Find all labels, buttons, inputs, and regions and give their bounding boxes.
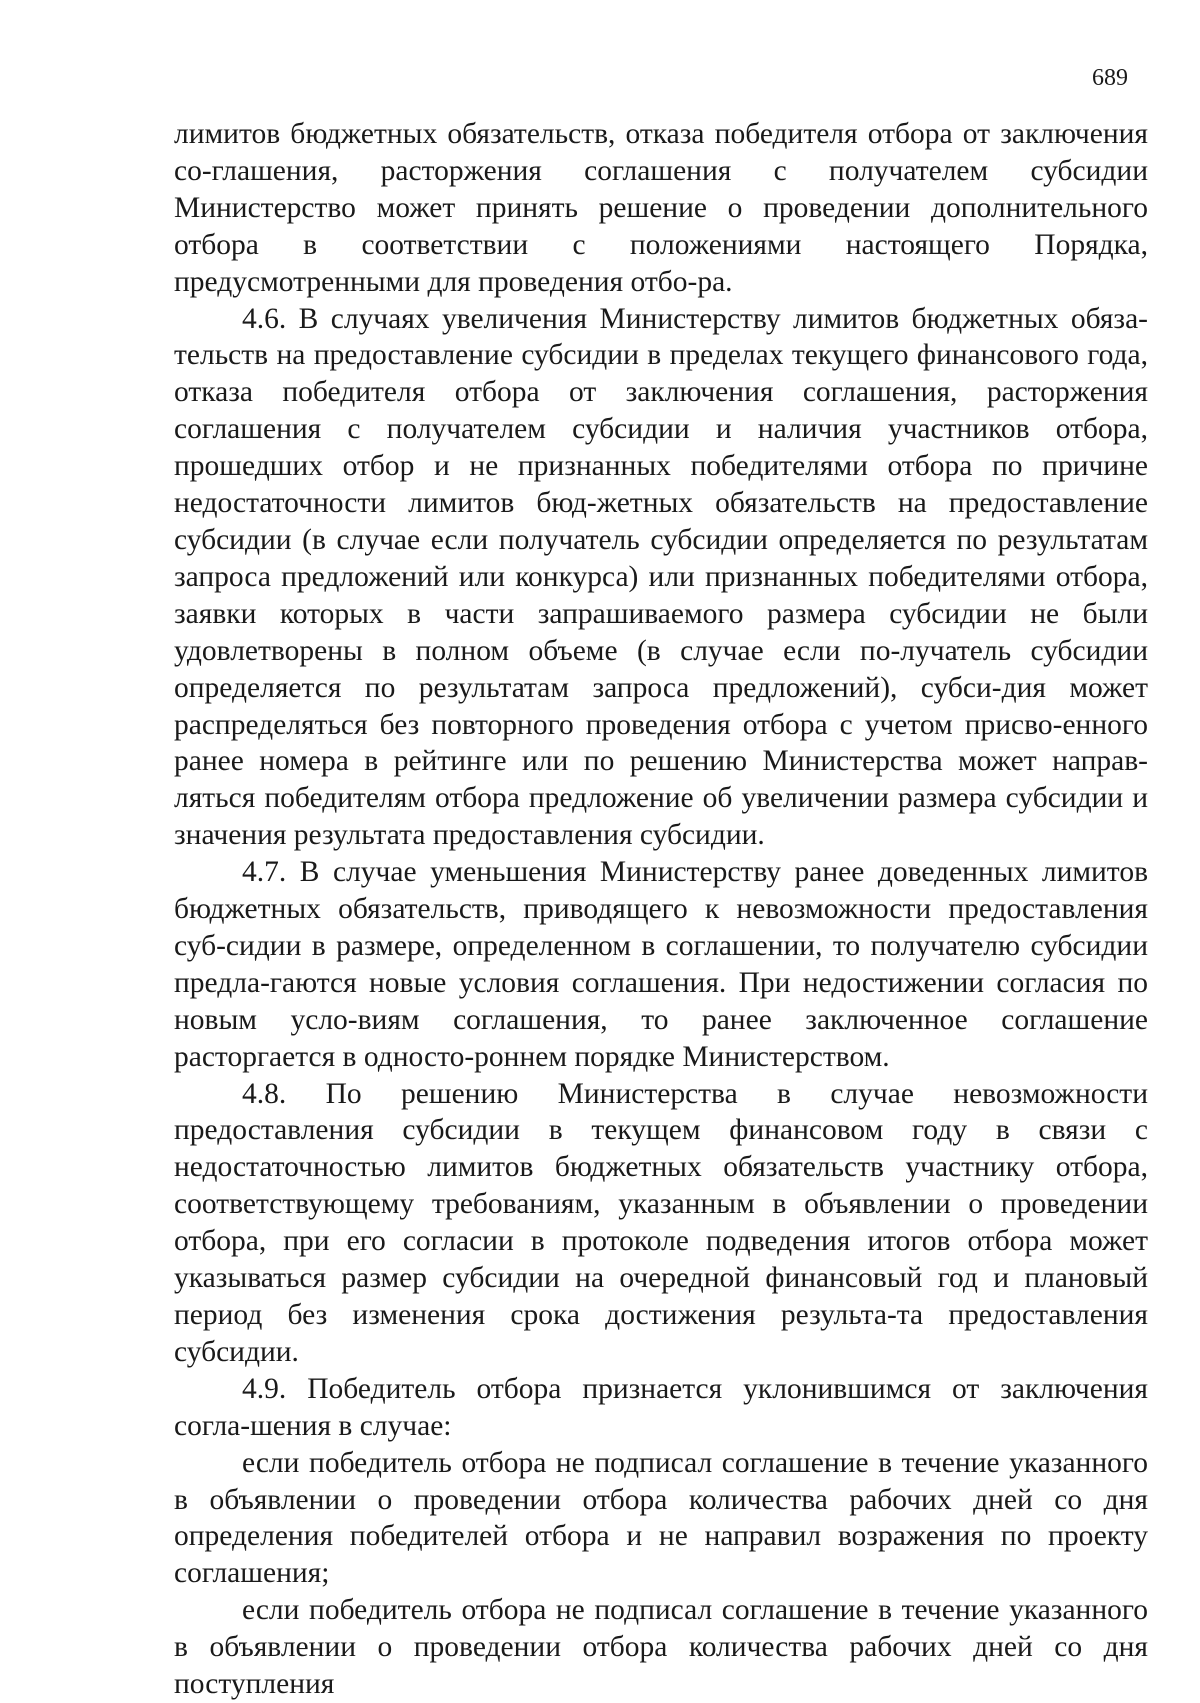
page-number: 689 [1092, 65, 1128, 91]
document-body [174, 116, 1148, 1703]
paragraph-4-8: 4.8. По решению Министерства в случае невозможности предоставления субсидии в текущем финансовом году в связи с недостаточностью лимитов бюджетных обязательств участнику отбора, соответствующему требованиям, указанным в объявлении о проведении отбора, при его согласии в протоколе подведения итогов отбора может указываться размер субсидии на очередной финансовый год и плановый период без изменения срока достижения результа-та предоставления субсидии. [174, 1077, 1148, 1368]
paragraph-case-2: если победитель отбора не подписал соглашение в течение указанного в объявлении о проведении отбора количества рабочих дней со дня поступления [174, 1594, 1148, 1701]
paragraph-4-7: 4.7. В случае уменьшения Министерству ранее доведенных лимитов бюджетных обязательств, приводящего к невозможности предоставления суб-сидии в размере, определенном в соглашении, то получателю субсидии предла-гаются новые условия соглашения. При недостижении согласия по новым усло-виям соглашения, то ранее заключенное соглашение расторгается в односто-роннем порядке Министерством. [174, 856, 1148, 1073]
paragraph-case-1: если победитель отбора не подписал соглашение в течение указанного в объявлении о проведении отбора количества рабочих дней со дня определения победителей отбора и не направил возражения по проекту соглашения; [174, 1446, 1148, 1590]
paragraph-continued: лимитов бюджетных обязательств, отказа победителя отбора от заключения со-глашения, расторжения соглашения с получателем субсидии Министерство может принять решение о проведении дополнительного отбора в соответствии с положениями настоящего Порядка, предусмотренными для проведения отбо-ра. [174, 118, 1148, 298]
paragraph-4-6: 4.6. В случаях увеличения Министерству лимитов бюджетных обяза-тельств на предоставление субсидии в пределах текущего финансового года, отказа победителя отбора от заключения соглашения, расторжения соглашения с получателем субсидии и наличия участников отбора, прошедших отбор и не признанных победителями отбора по причине недостаточности лимитов бюд-жетных обязательств на предоставление субсидии (в случае если получатель субсидии определяется по результатам запроса предложений или конкурса) или признанных победителями отбора, заявки которых в части запрашиваемого размера субсидии не были удовлетворены в полном объеме (в случае если по-лучатель субсидии определяется по результатам запроса предложений), субси-дия может распределяться без повторного проведения отбора с учетом присво-енного ранее номера в рейтинге или по решению Министерства может направ-ляться победителям отбора предложение об увеличении размера субсидии и значения результата предоставления субсидии. [174, 302, 1148, 852]
paragraph-4-9: 4.9. Победитель отбора признается уклонившимся от заключения согла-шения в случае: [174, 1372, 1148, 1442]
